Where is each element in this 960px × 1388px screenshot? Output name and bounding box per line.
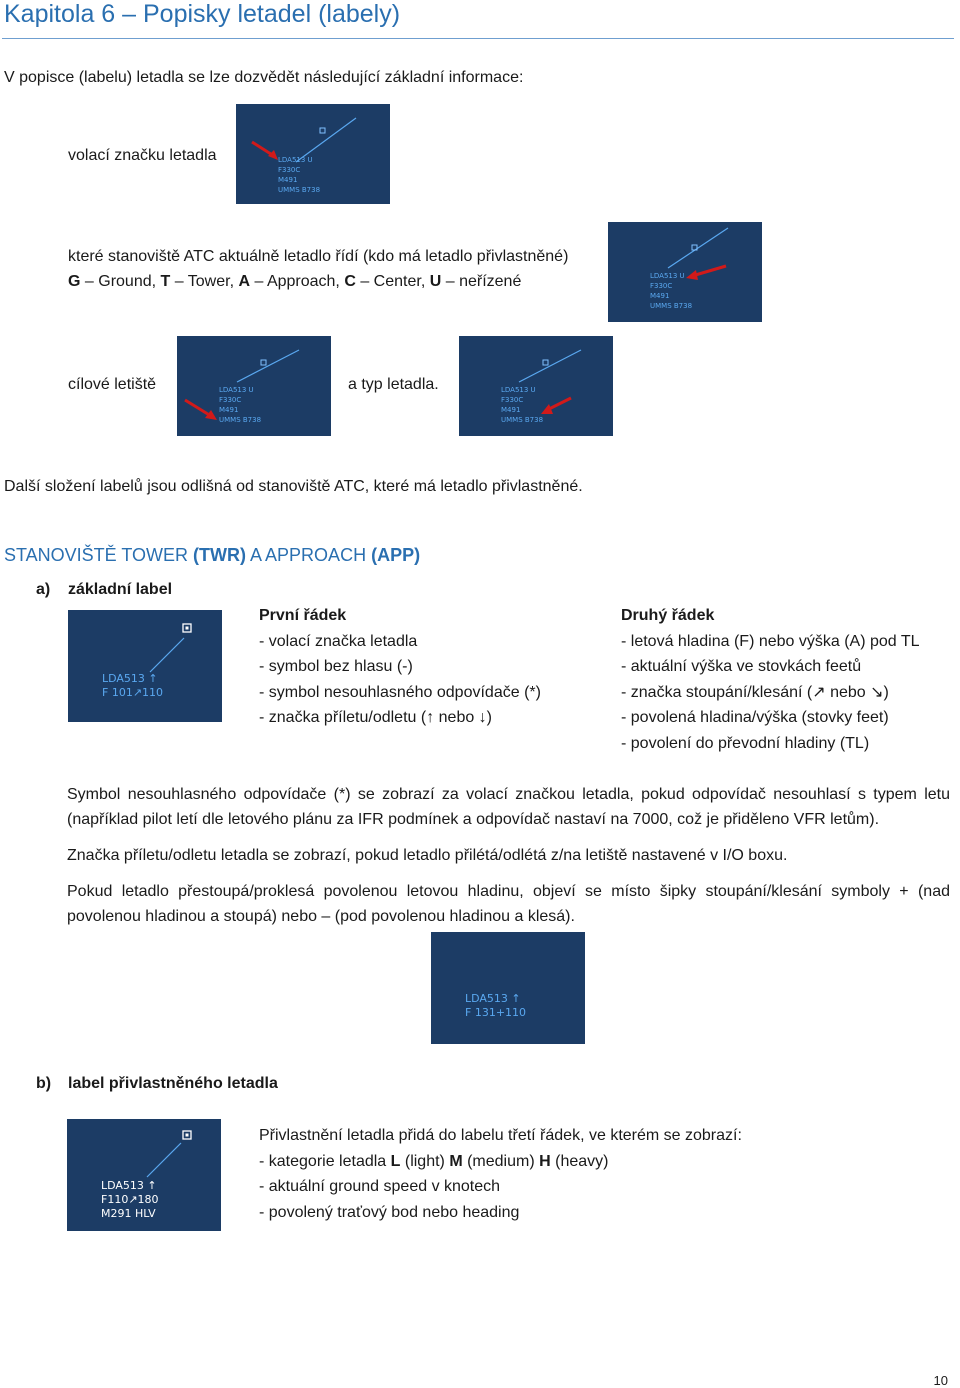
callsign-caption: volací značku letadla: [68, 147, 217, 164]
list-item: - symbol nesouhlasného odpovídače (*): [259, 683, 541, 701]
list-item: - aktuální ground speed v knotech: [259, 1178, 501, 1195]
label-line1: LDA513 U: [278, 156, 313, 164]
svg-text:F330C: F330C: [650, 282, 673, 290]
svg-text:LDA513 U: LDA513 U: [501, 386, 536, 394]
list-item: - povolení do převodní hladiny (TL): [621, 734, 870, 752]
owned-label-line3: M291 HLV: [101, 1207, 156, 1220]
radar-label-basic: [68, 610, 222, 722]
title-divider: [2, 38, 954, 39]
list-item: - značka stoupání/klesání (↗ nebo ↘): [621, 683, 889, 701]
list-item: - symbol bez hlasu (-): [259, 658, 413, 675]
basic-label-line2: F 101↗110: [102, 686, 164, 699]
transition-label-line1: LDA513 ↑: [465, 992, 521, 1005]
owned-info: [259, 1123, 742, 1225]
pointer-arrow: [692, 266, 726, 276]
other-compositions-text: Další složení labelů jsou odlišná od stanoviště ATC, které má letadlo přivlastněné.: [4, 478, 583, 495]
svg-text:M491: M491: [219, 406, 239, 414]
paragraph-level-bust: Pokud letadlo přestoupá/proklesá povolenou letovou hladinu, objeví se místo šipky stoupání/klesání symboly + (nad povolenou hladinou a stoupá) nebo – (pod povolenou hladinou a klesá).: [67, 883, 950, 925]
svg-text:LDA513 U: LDA513 U: [650, 272, 685, 280]
list-item: - kategorie letadla L (light) M (medium) H (heavy): [259, 1152, 609, 1170]
first-row-column: [259, 603, 541, 731]
svg-text:M491: M491: [650, 292, 670, 300]
label-line2: F330C: [278, 166, 301, 174]
sub-a-label: základní label: [68, 581, 173, 598]
second-row-column: [621, 603, 920, 756]
radar-label-destination: [177, 336, 331, 436]
second-row-heading: Druhý řádek: [621, 607, 715, 624]
label-line4: UMMS B738: [278, 186, 321, 194]
label-line3: M491: [278, 176, 298, 184]
sub-b-marker: b): [36, 1075, 52, 1092]
radar-label-owned: [67, 1119, 221, 1231]
list-item: - volací značka letadla: [259, 632, 418, 650]
list-item: - povolený traťový bod nebo heading: [259, 1203, 520, 1221]
list-item: - letová hladina (F) nebo výška (A) pod TL: [621, 632, 920, 650]
intro-text: V popisce (labelu) letadla se lze dozvědět následující základní informace:: [4, 69, 524, 86]
radar-label-type: [459, 336, 613, 436]
pointer-arrow: [185, 400, 211, 416]
svg-text:F330C: F330C: [501, 396, 524, 404]
paragraph-transponder: Symbol nesouhlasného odpovídače (*) se zobrazí za volací značkou letadla, pokud odpovídač nesouhlasí s typem letu (například pilot letí dle letového plánu za IFR podmínek a odpovídač nastaví na 7000, což je přiděleno VFR letům).: [67, 786, 950, 828]
atc-caption-line2: G – Ground, T – Tower, A – Approach, C – Center, U – neřízené: [68, 273, 522, 290]
type-caption: a typ letadla.: [348, 376, 439, 393]
first-row-heading: První řádek: [259, 607, 347, 624]
list-item: - aktuální výška ve stovkách feetů: [621, 658, 862, 675]
svg-text:LDA513 U: LDA513 U: [219, 386, 254, 394]
svg-text:M491: M491: [501, 406, 521, 414]
page-title: Kapitola 6 – Popisky letadel (labely): [4, 0, 401, 28]
page-number: 10: [933, 1373, 948, 1388]
svg-text:UMMS B738: UMMS B738: [650, 302, 693, 310]
list-item: - značka příletu/odletu (↑ nebo ↓): [259, 709, 493, 726]
list-item: - povolená hladina/výška (stovky feet): [621, 709, 889, 726]
radar-label-transition: [431, 932, 585, 1044]
sub-b-label: label přivlastněného letadla: [68, 1075, 278, 1092]
section-heading: STANOVIŠTĚ TOWER (TWR) A APPROACH (APP): [4, 545, 421, 565]
svg-text:F330C: F330C: [219, 396, 242, 404]
transition-label-line2: F 131+110: [465, 1006, 527, 1019]
owned-label-line1: LDA513 ↑: [101, 1179, 157, 1192]
owned-label-line2: F110↗180: [101, 1193, 159, 1206]
sub-a-marker: a): [36, 581, 51, 598]
basic-label-line1: LDA513 ↑: [102, 672, 158, 685]
radar-label-atc: [608, 222, 762, 322]
svg-text:UMMS B738: UMMS B738: [219, 416, 262, 424]
atc-caption-line1: které stanoviště ATC aktuálně letadlo řídí (kdo má letadlo přivlastněné): [68, 248, 569, 265]
paragraph-arrival-departure: Značka příletu/odletu letadla se zobrazí, pokud letadlo přilétá/odlétá z/na letiště nastavené v I/O boxu.: [67, 847, 788, 864]
svg-text:UMMS B738: UMMS B738: [501, 416, 544, 424]
radar-label-callsign: [236, 104, 390, 204]
destination-caption: cílové letiště: [68, 376, 157, 393]
owned-info-intro: Přivlastnění letadla přidá do labelu třetí řádek, ve kterém se zobrazí:: [259, 1127, 742, 1144]
